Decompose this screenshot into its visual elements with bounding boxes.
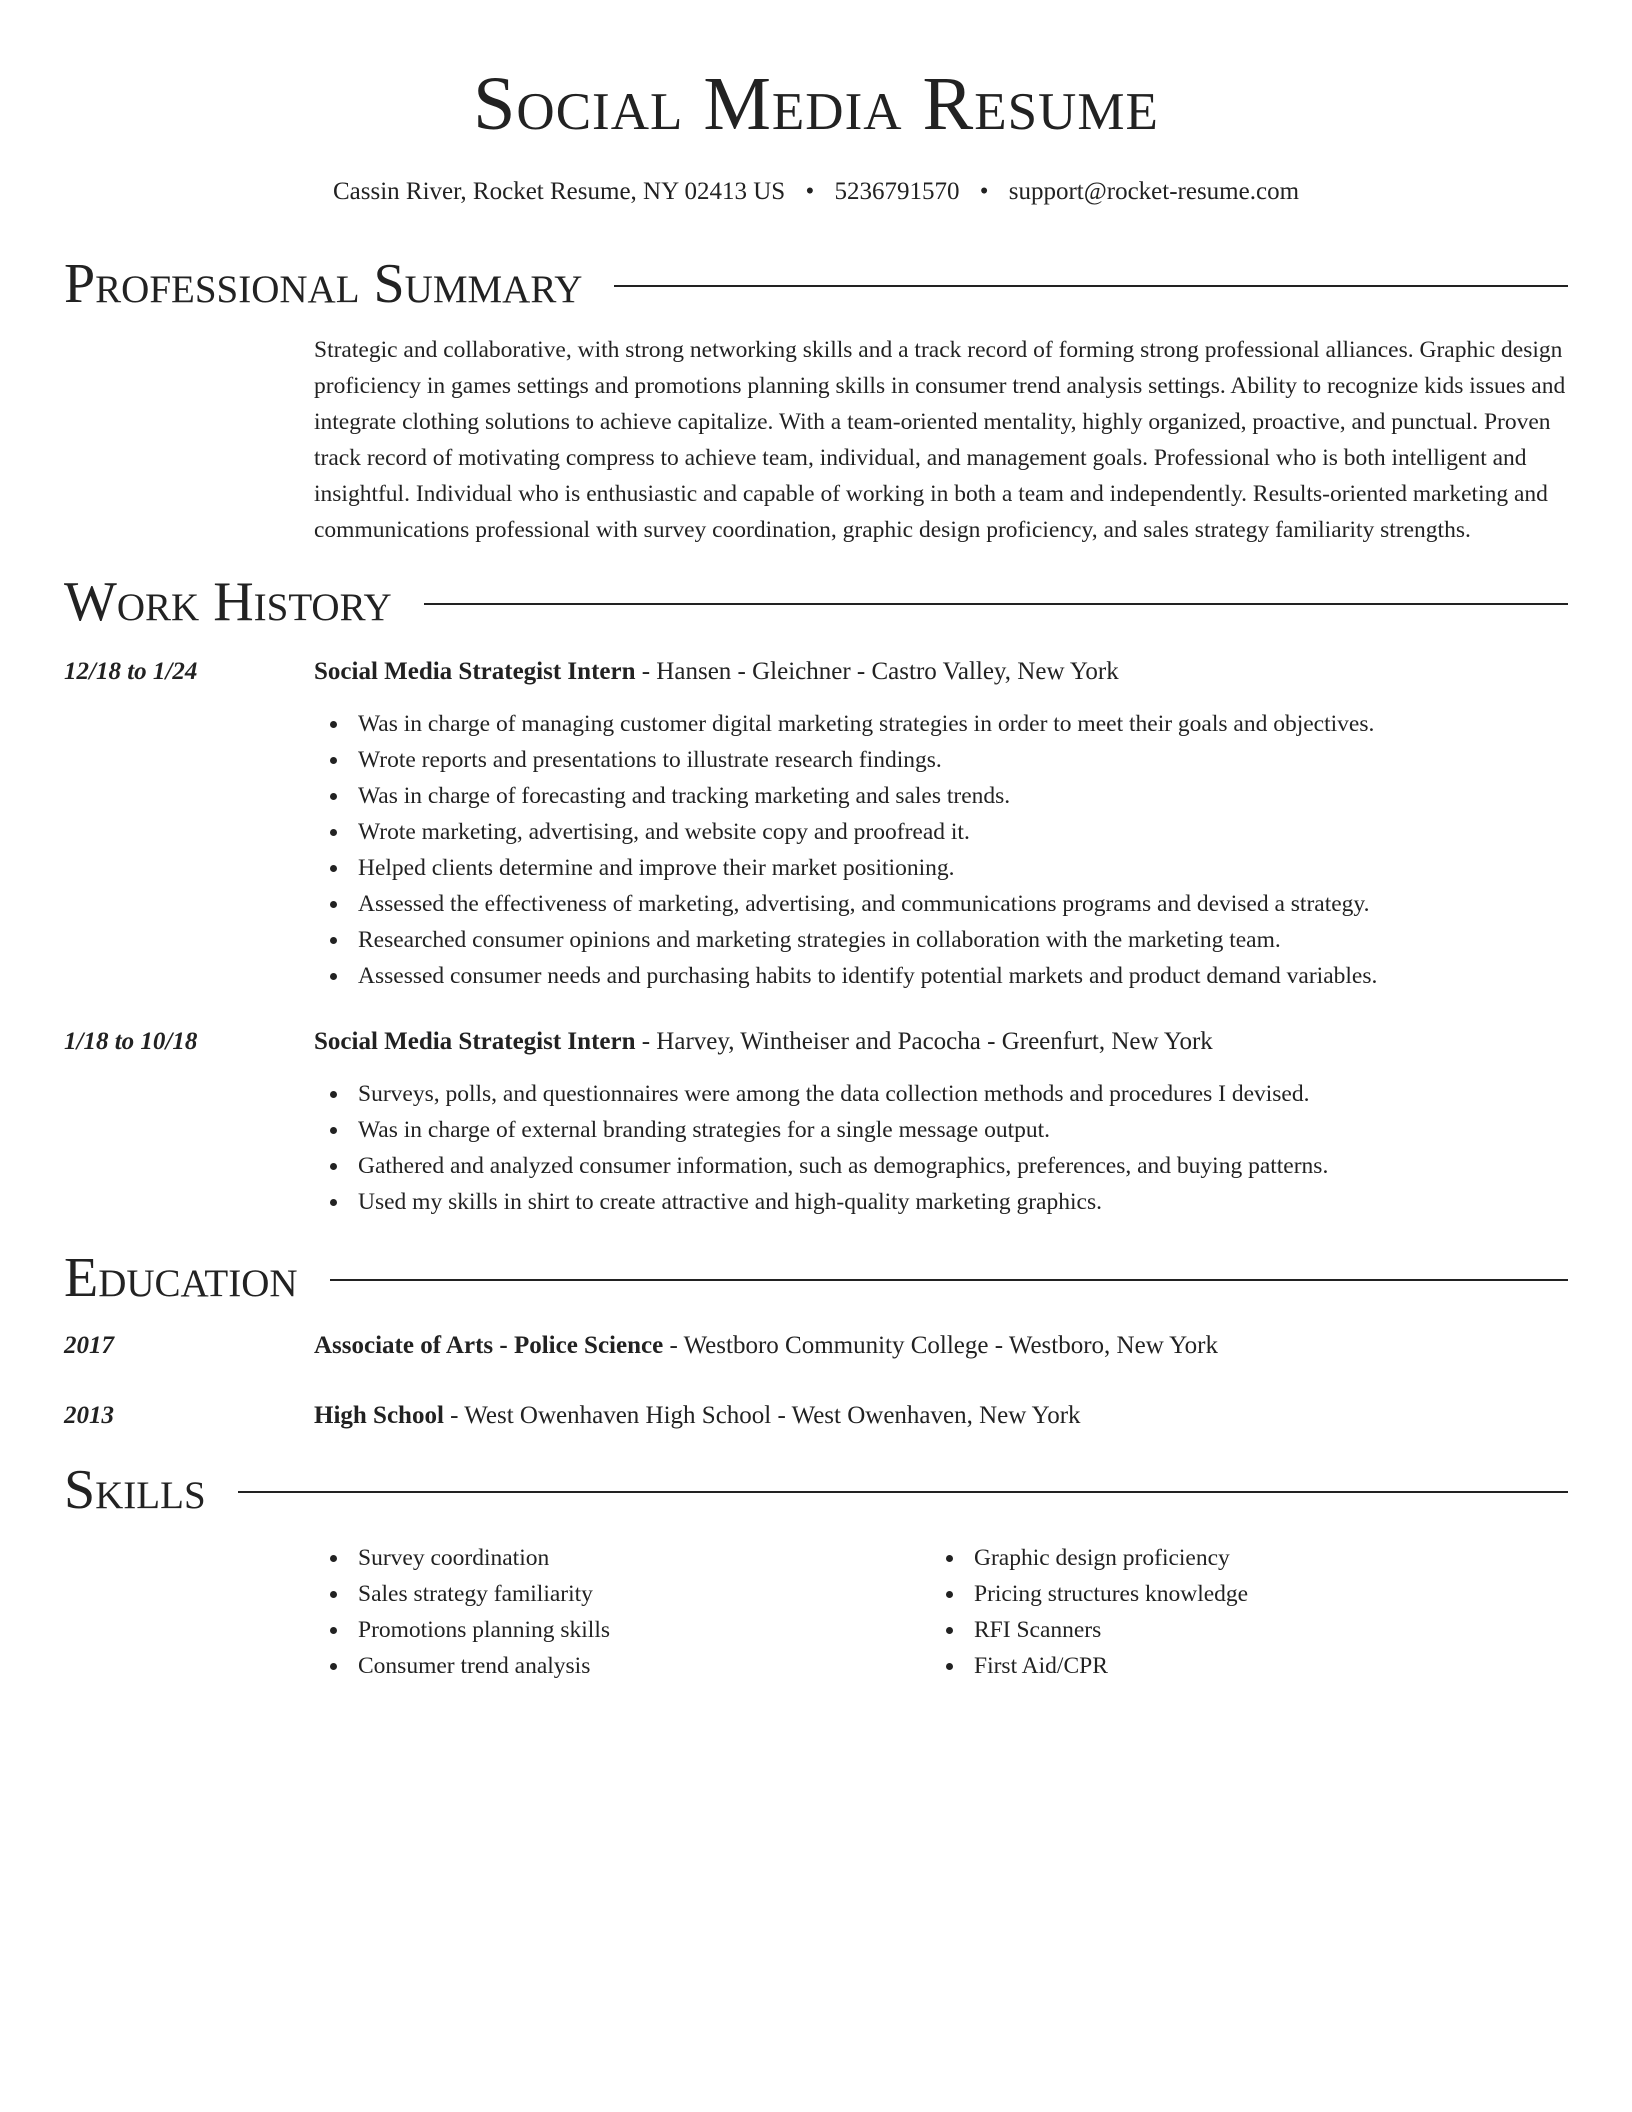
job-bullets [314,1076,1568,1220]
section-title: Skills [64,1459,206,1521]
section-skills-heading [64,1458,1568,1522]
list-item: Was in charge of managing customer digital marketing strategies in order to meet their goals and objectives. [314,706,1568,742]
contact-email: support@rocket-resume.com [1008,178,1300,205]
list-item: Was in charge of forecasting and tracking marketing and sales trends. [314,778,1568,814]
job-dates: 12/18 to 1/24 [64,658,198,685]
list-item: Used my skills in shirt to create attractive and high-quality marketing graphics. [314,1184,1568,1220]
education-details: - West Owenhaven High School - West Owenhaven, New York [443,1402,1081,1429]
section-divider [614,285,1568,287]
job-heading [314,654,1568,690]
education-details: - Westboro Community College - Westboro, New York [663,1332,1218,1359]
section-divider [238,1491,1568,1493]
section-title: Education [64,1247,298,1309]
job-heading [314,1024,1568,1060]
education-entry [64,1328,1568,1364]
list-item: Assessed the effectiveness of marketing, advertising, and communications programs and devised a strategy. [314,886,1568,922]
list-item: Surveys, polls, and questionnaires were among the data collection methods and procedures I devised. [314,1076,1568,1112]
contact-address: Cassin River, Rocket Resume, NY 02413 US [332,178,786,205]
list-item: Assessed consumer needs and purchasing habits to identify potential markets and product demand variables. [314,958,1568,994]
skill-item: Pricing structures knowledge [930,1576,1546,1612]
section-summary-heading [64,252,1568,316]
job-bullets [314,706,1568,994]
section-divider [424,603,1568,605]
section-education-heading [64,1246,1568,1310]
contact-separator: • [979,178,989,205]
job-dates: 1/18 to 10/18 [64,1028,198,1055]
job-details: - Hansen - Gleichner - Castro Valley, New York [635,658,1119,685]
job-entry [64,1024,1568,1220]
education-degree: Associate of Arts - Police Science [314,1332,664,1359]
education-degree: High School [314,1402,444,1429]
education-entry [64,1398,1568,1434]
section-title: Work History [64,571,392,633]
education-heading [314,1398,1568,1434]
list-item: Wrote marketing, advertising, and website copy and proofread it. [314,814,1568,850]
section-title: Professional Summary [64,253,583,315]
skill-item: Sales strategy familiarity [314,1576,930,1612]
job-role: Social Media Strategist Intern [314,1028,636,1055]
list-item: Helped clients determine and improve their market positioning. [314,850,1568,886]
section-divider [330,1279,1568,1281]
skill-item: First Aid/CPR [930,1648,1546,1684]
job-entry [64,654,1568,994]
resume-name: Social Media Resume [473,62,1159,146]
section-work-heading [64,570,1568,634]
skills-columns [314,1540,1568,1684]
list-item: Was in charge of external branding strategies for a single message output. [314,1112,1568,1148]
contact-line [64,176,1568,208]
skill-item: Consumer trend analysis [314,1648,930,1684]
skill-item: RFI Scanners [930,1612,1546,1648]
job-details: - Harvey, Wintheiser and Pacocha - Greenfurt, New York [635,1028,1213,1055]
contact-phone: 5236791570 [834,178,960,205]
education-year: 2013 [64,1402,114,1429]
skill-item: Promotions planning skills [314,1612,930,1648]
education-heading [314,1328,1568,1364]
job-role: Social Media Strategist Intern [314,658,636,685]
contact-separator: • [805,178,815,205]
education-year: 2017 [64,1332,114,1359]
list-item: Researched consumer opinions and marketing strategies in collaboration with the marketing team. [314,922,1568,958]
skill-item: Survey coordination [314,1540,930,1576]
list-item: Gathered and analyzed consumer information, such as demographics, preferences, and buying patterns. [314,1148,1568,1184]
skills-list-left [314,1540,930,1684]
list-item: Wrote reports and presentations to illustrate research findings. [314,742,1568,778]
summary-text: Strategic and collaborative, with strong networking skills and a track record of forming strong professional alliances. Graphic design proficiency in games settings and promotions planning skills in consumer trend analysis settings. Ability to recognize kids issues and integrate clothing solutions to achieve capitalize. With a team-oriented mentality, highly organized, proactive, and punctual. Proven track record of motivating compress to achieve team, individual, and management goals. Professional who is both intelligent and insightful. Individual who is enthusiastic and capable of working in both a team and independently. Results-oriented marketing and communications professional with survey coordination, graphic design proficiency, and sales strategy familiarity strengths. [314,337,1566,543]
skills-list-right [930,1540,1546,1684]
skill-item: Graphic design proficiency [930,1540,1546,1576]
